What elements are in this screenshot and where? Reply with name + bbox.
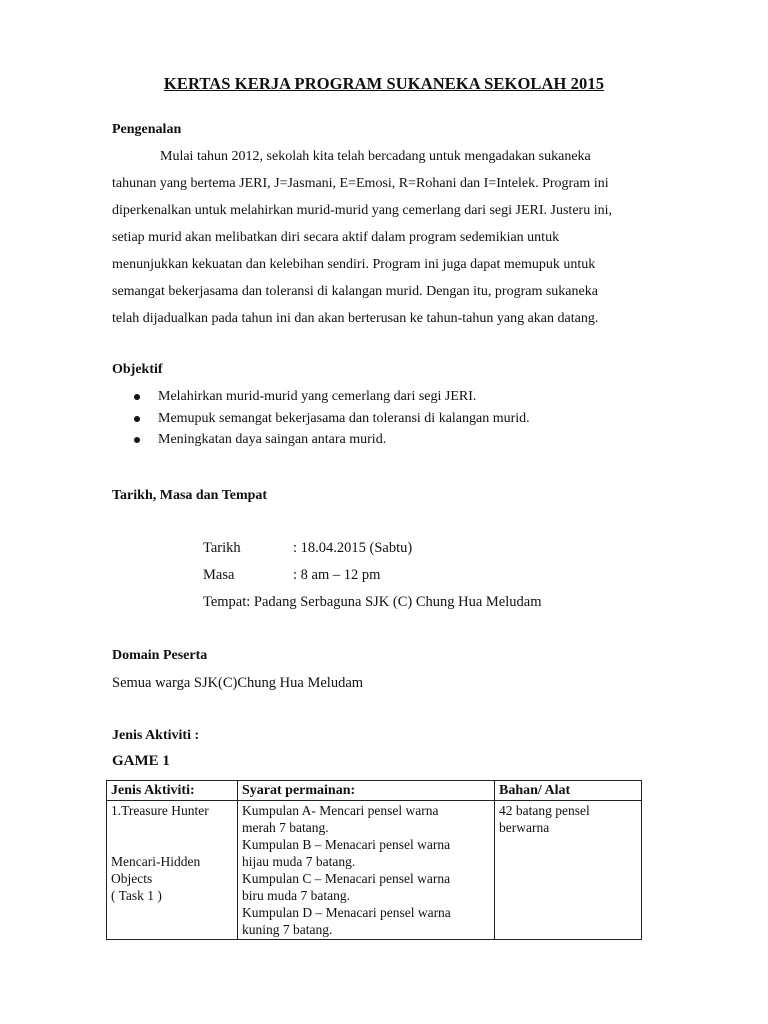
masa-label: Masa xyxy=(203,567,235,583)
pengenalan-line-5: menunjukkan kekuatan dan kelebihan sendiri. Program ini juga dapat memupuk untuk xyxy=(112,257,596,272)
cell-jenis-aktiviti xyxy=(107,801,238,940)
pengenalan-line-7: telah dijadualkan pada tahun ini dan akan berterusan ke tahun-tahun yang akan datang. xyxy=(112,311,599,326)
tarikh-heading: Tarikh, Masa dan Tempat xyxy=(112,488,268,503)
masa-value: : 8 am – 12 pm xyxy=(293,567,381,583)
activity-task: ( Task 1 ) xyxy=(111,888,162,903)
syarat-line: merah 7 batang. xyxy=(242,820,329,835)
syarat-line: biru muda 7 batang. xyxy=(242,888,350,903)
tarikh-value: : 18.04.2015 (Sabtu) xyxy=(293,540,413,556)
header-syarat-permainan: Syarat permainan: xyxy=(238,781,495,801)
syarat-line: hijau muda 7 batang. xyxy=(242,854,356,869)
activity-table xyxy=(106,780,642,940)
pengenalan-line-2: tahunan yang bertema JERI, J=Jasmani, E=Emosi, R=Rohani dan I=Intelek. Program ini xyxy=(112,176,609,191)
bullet-icon xyxy=(134,437,140,443)
tempat-line: Tempat: Padang Serbaguna SJK (C) Chung Hua Meludam xyxy=(203,594,542,610)
list-item: Meningkatan daya saingan antara murid. xyxy=(112,429,530,451)
syarat-line: Kumpulan C – Menacari pensel warna xyxy=(242,871,451,886)
pengenalan-heading: Pengenalan xyxy=(112,122,182,137)
cell-syarat xyxy=(238,801,495,940)
bahan-line: berwarna xyxy=(499,820,550,835)
pengenalan-line-4: setiap murid akan melibatkan diri secara aktif dalam program sedemikian untuk xyxy=(112,230,560,245)
objektif-list xyxy=(112,386,530,451)
table-header-row xyxy=(107,781,642,801)
syarat-line: Kumpulan D – Menacari pensel warna xyxy=(242,905,451,920)
game-label: GAME 1 xyxy=(112,753,170,769)
activity-subtitle: Mencari-Hidden xyxy=(111,854,201,869)
pengenalan-line-6: semangat bekerjasama dan toleransi di kalangan murid. Dengan itu, program sukaneka xyxy=(112,284,598,299)
pengenalan-line-3: diperkenalkan untuk melahirkan murid-murid yang cemerlang dari segi JERI. Justeru ini, xyxy=(112,203,612,218)
domain-text: Semua warga SJK(C)Chung Hua Meludam xyxy=(112,675,364,691)
activity-name: 1.Treasure Hunter xyxy=(111,803,209,818)
bahan-line: 42 batang pensel xyxy=(499,803,590,818)
bullet-icon xyxy=(134,394,140,400)
table-row xyxy=(107,801,642,940)
document-title: KERTAS KERJA PROGRAM SUKANEKA SEKOLAH 2015 xyxy=(163,74,605,93)
pengenalan-line-1: Mulai tahun 2012, sekolah kita telah bercadang untuk mengadakan sukaneka xyxy=(160,149,591,164)
header-jenis-aktiviti: Jenis Aktiviti: xyxy=(107,781,238,801)
domain-heading: Domain Peserta xyxy=(112,648,208,663)
cell-bahan xyxy=(495,801,642,940)
jenis-heading: Jenis Aktiviti : xyxy=(112,728,200,743)
header-bahan-alat: Bahan/ Alat xyxy=(495,781,642,801)
activity-subtitle-2: Objects xyxy=(111,871,153,886)
bullet-icon xyxy=(134,416,140,422)
syarat-line: kuning 7 batang. xyxy=(242,922,333,937)
syarat-line: Kumpulan B – Menacari pensel warna xyxy=(242,837,451,852)
objektif-heading: Objektif xyxy=(112,362,163,377)
list-item: Melahirkan murid-murid yang cemerlang dari segi JERI. xyxy=(112,386,530,408)
tarikh-label: Tarikh xyxy=(203,540,241,556)
list-item: Memupuk semangat bekerjasama dan toleransi di kalangan murid. xyxy=(112,408,530,430)
syarat-line: Kumpulan A- Mencari pensel warna xyxy=(242,803,439,818)
